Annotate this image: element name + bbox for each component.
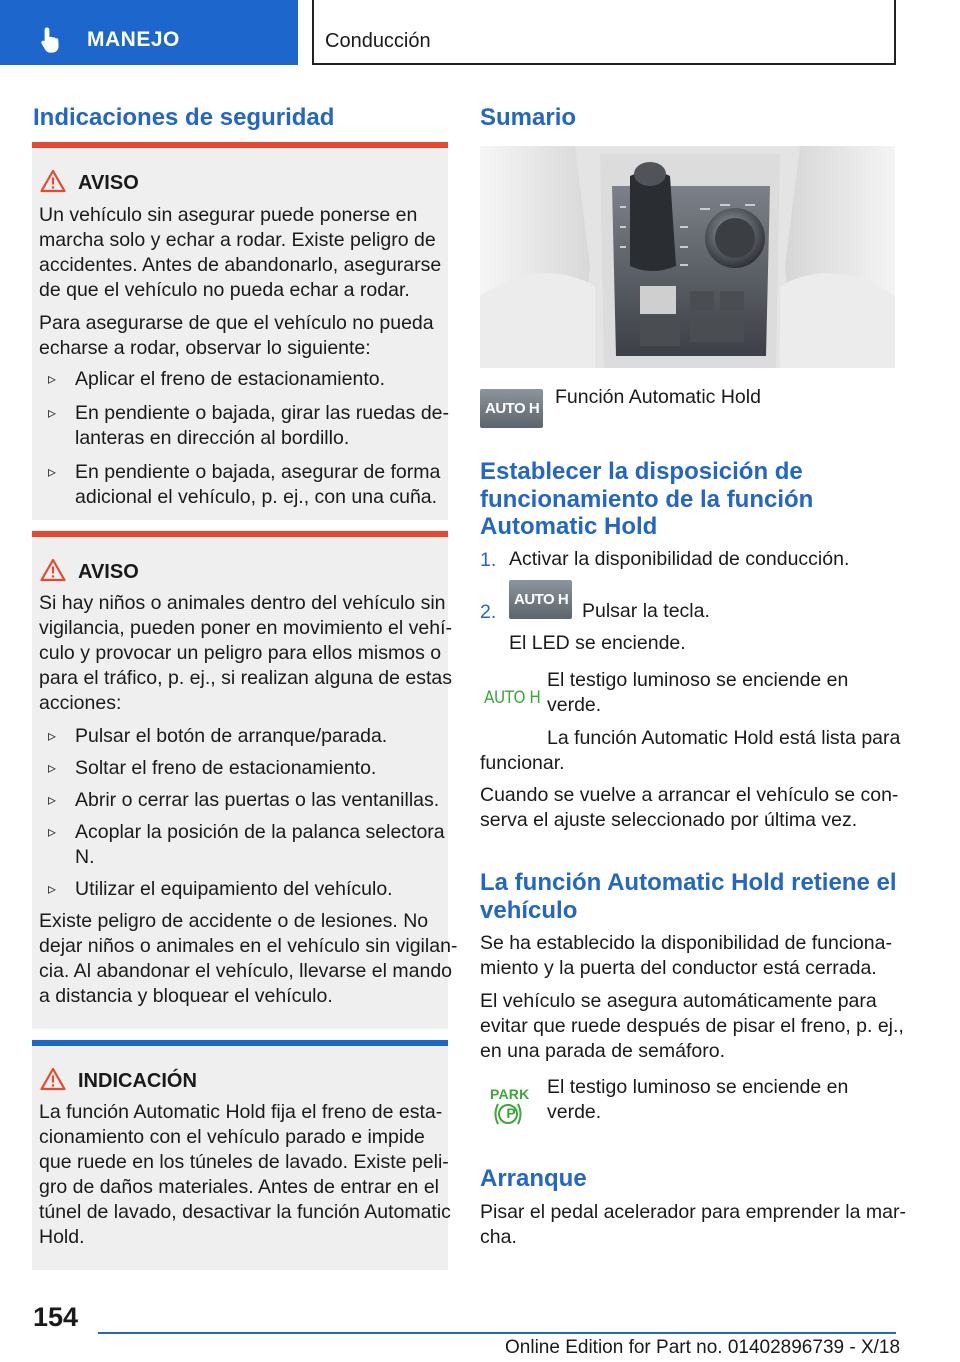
retains-heading-line: vehículo — [480, 896, 578, 924]
center-console-photo — [480, 146, 895, 368]
bullet-text: Utilizar el equipamiento del vehículo. — [75, 878, 393, 900]
page-number: 154 — [33, 1302, 79, 1332]
warning-triangle-icon — [40, 558, 66, 582]
note-line: Hold. — [39, 1226, 85, 1248]
secures-line: El vehículo se asegura automáticamente para — [480, 990, 877, 1012]
note-triangle-icon — [40, 1067, 66, 1091]
start-heading: Arranque — [480, 1165, 587, 1192]
start-line: Pisar el pedal acelerador para emprender la mar‐ — [480, 1201, 906, 1223]
retains-heading-line: La función Automatic Hold retiene el — [480, 869, 897, 896]
edition-text: Online Edition for Part no. 01402896739 - X/18 — [505, 1337, 901, 1358]
warning-title: AVISO — [78, 172, 139, 194]
ready-line: La función Automatic Hold está lista para — [547, 727, 901, 749]
warning-bar — [32, 531, 448, 537]
warning-line: dejar niños o animales en el vehículo sin vigilan‐ — [39, 935, 458, 957]
bullet-text: En pendiente o bajada, girar las ruedas de‐ — [75, 402, 450, 424]
note-bar — [32, 1040, 448, 1046]
warning-line: culo y provocar un peligro para ellos mismos o — [39, 642, 442, 664]
chapter-title: Conducción — [325, 30, 431, 52]
step-number: 2. — [480, 601, 497, 623]
note-line: túnel de lavado, desactivar la función Automatic — [39, 1201, 451, 1223]
warning-line: Para asegurarse de que el vehículo no pueda — [39, 312, 434, 334]
note-line: gro de daños materiales. Antes de entrar en el — [39, 1176, 439, 1198]
park-symbol: P — [506, 1105, 516, 1121]
warning-line: Si hay niños o animales dentro del vehículo sin — [39, 592, 446, 614]
indicator-line: verde. — [547, 694, 602, 716]
section-label: MANEJO — [87, 28, 180, 51]
bullet-text: En pendiente o bajada, asegurar de forma — [75, 461, 441, 483]
step-text: Activar la disponibilidad de conducción. — [509, 548, 850, 570]
sumario-heading: Sumario — [480, 104, 577, 131]
warning-line: a distancia y bloquear el vehículo. — [39, 985, 333, 1007]
warning-line: cia. Al abandonar el vehículo, llevarse el mando — [39, 960, 453, 982]
warning-line: vigilancia, pueden poner en movimiento el vehí‐ — [39, 617, 452, 639]
step-text: Pulsar la tecla. — [582, 600, 710, 622]
establish-heading-line: funcionamiento de la función — [480, 485, 814, 513]
warning-bar — [32, 142, 448, 148]
bullet-icon: ▹ — [48, 760, 57, 777]
warning-line: acciones: — [39, 692, 122, 714]
bullet-icon: ▹ — [48, 405, 57, 422]
note-title: INDICACIÓN — [78, 1070, 197, 1092]
bullet-text: Abrir o cerrar las puertas o las ventanillas. — [75, 789, 440, 811]
auto-h-button-label: AUTO H — [485, 400, 540, 417]
bullet-icon: ▹ — [48, 792, 57, 809]
bullet-icon: ▹ — [48, 881, 57, 898]
safety-heading: Indicaciones de seguridad — [33, 104, 335, 131]
park-indicator-label: PARK — [490, 1086, 530, 1102]
bullet-text: Aplicar el freno de estacionamiento. — [75, 368, 386, 390]
bullet-text: adicional el vehículo, p. ej., con una cuña. — [75, 486, 438, 508]
bullet-icon: ▹ — [48, 728, 57, 745]
auto-h-indicator-icon: AUTO H — [484, 688, 541, 708]
step-number: 1. — [480, 549, 497, 571]
ready-line: funcionar. — [480, 752, 565, 774]
bullet-icon: ▹ — [48, 824, 57, 841]
secures-line: evitar que ruede después de pisar el freno, p. ej., — [480, 1015, 904, 1037]
bullet-text: Soltar el freno de estacionamiento. — [75, 757, 377, 779]
warning-title: AVISO — [78, 561, 139, 583]
establish-heading-line: Establecer la disposición de — [480, 458, 803, 485]
warning-line: echarse a rodar, observar lo siguiente: — [39, 337, 371, 359]
warning-line: accidentes. Antes de abandonarlo, asegurarse — [39, 254, 442, 276]
section-tab[interactable] — [0, 0, 298, 65]
indicator-line: verde. — [547, 1101, 602, 1123]
restart-line: Cuando se vuelve a arrancar el vehículo se con‐ — [480, 784, 899, 806]
warning-line: para el tráfico, p. ej., si realizan alguna de estas — [39, 667, 452, 689]
led-text: El LED se enciende. — [509, 632, 686, 654]
auto-h-key-label: AUTO H — [514, 591, 569, 608]
secures-line: en una parada de semáforo. — [480, 1040, 726, 1062]
retains-line: Se ha establecido la disponibilidad de funciona‐ — [480, 932, 892, 954]
warning-line: de que el vehículo no pueda echar a rodar. — [39, 279, 410, 301]
indicator-line: El testigo luminoso se enciende en — [547, 669, 849, 691]
restart-line: serva el ajuste seleccionado por última vez. — [480, 809, 858, 831]
auto-h-key-image — [509, 580, 572, 619]
note-line: La función Automatic Hold fija el freno de esta‐ — [39, 1101, 443, 1123]
bullet-icon: ▹ — [48, 464, 57, 481]
auto-h-caption: Función Automatic Hold — [555, 386, 761, 408]
bullet-text: Pulsar el botón de arranque/parada. — [75, 725, 388, 747]
footer-rule — [98, 1332, 896, 1334]
warning-line: Un vehículo sin asegurar puede ponerse en — [39, 204, 418, 226]
bullet-text: N. — [75, 846, 95, 868]
indicator-line: El testigo luminoso se enciende en — [547, 1076, 849, 1098]
bullet-text: Acoplar la posición de la palanca selectora — [75, 821, 445, 843]
note-line: que ruede en los túneles de lavado. Existe peli‐ — [39, 1151, 449, 1173]
warning-line: Existe peligro de accidente o de lesiones. No — [39, 910, 429, 932]
establish-heading-line: Automatic Hold — [480, 513, 658, 540]
hand-pointer-icon — [40, 26, 68, 54]
start-line: cha. — [480, 1226, 517, 1248]
bullet-icon: ▹ — [48, 371, 57, 388]
auto-h-button-image — [480, 389, 543, 428]
note-line: cionamiento con el vehículo parado e impide — [39, 1126, 425, 1148]
warning-triangle-icon — [40, 169, 66, 193]
console-illustration — [480, 146, 895, 368]
warning-line: marcha solo y echar a rodar. Existe peligro de — [39, 229, 436, 251]
retains-line: miento y la puerta del conductor está cerrada. — [480, 957, 877, 979]
bullet-text: lanteras en dirección al bordillo. — [75, 427, 350, 449]
